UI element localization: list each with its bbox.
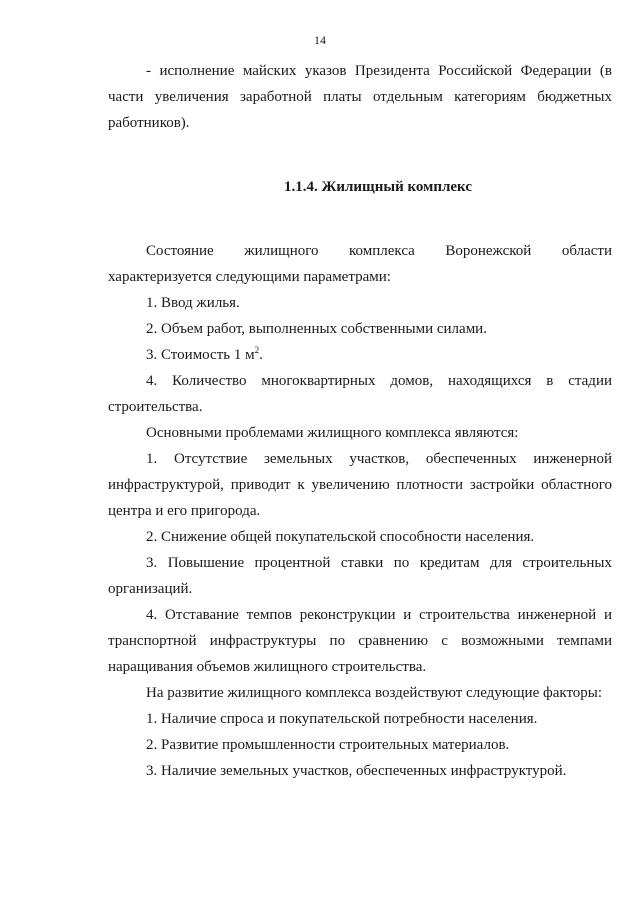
- factor-item-1: 1. Наличие спроса и покупательской потребности населения.: [146, 711, 538, 727]
- section-heading: 1.1.4. Жилищный комплекс: [284, 179, 472, 195]
- factor-item-3: 3. Наличие земельных участков, обеспеченных инфраструктурой.: [146, 763, 567, 779]
- parameter-item-3-suffix: .: [259, 347, 263, 363]
- parameter-item-4: 4. Количество многоквартирных домов, находящихся в стадии строительства.: [108, 373, 612, 415]
- state-intro-line-1: Состояние жилищного комплекса Воронежской области: [146, 243, 612, 259]
- state-intro-line-2: характеризуется следующими параметрами:: [108, 269, 391, 285]
- page-number: 14: [314, 33, 326, 47]
- parameter-item-2: 2. Объем работ, выполненных собственными силами.: [146, 321, 487, 337]
- parameter-item-3-text: 3. Стоимость 1 м: [146, 347, 255, 363]
- problem-item-2: 2. Снижение общей покупательской способности населения.: [146, 529, 535, 545]
- parameter-item-3: [108, 342, 612, 368]
- square-superscript: 2: [254, 345, 260, 355]
- problem-item-4: 4. Отставание темпов реконструкции и строительства инженерной и транспортной инфраструктуры по сравнению с возможными темпами наращивания объемов жилищного строительства.: [108, 607, 612, 675]
- problems-intro: Основными проблемами жилищного комплекса являются:: [146, 425, 519, 441]
- factor-item-2: 2. Развитие промышленности строительных материалов.: [146, 737, 510, 753]
- intro-paragraph: - исполнение майских указов Президента Российской Федерации (в части увеличения заработной платы отдельным категориям бюджетных работников).: [108, 63, 612, 131]
- problem-item-1: 1. Отсутствие земельных участков, обеспеченных инженерной инфраструктурой, приводит к увеличению плотности застройки областного центра и его пригорода.: [108, 451, 612, 519]
- parameter-item-1: 1. Ввод жилья.: [146, 295, 240, 311]
- factors-intro: На развитие жилищного комплекса воздействуют следующие факторы:: [146, 685, 603, 701]
- problem-item-3: 3. Повышение процентной ставки по кредитам для строительных организаций.: [108, 555, 612, 597]
- document-body: [108, 58, 612, 784]
